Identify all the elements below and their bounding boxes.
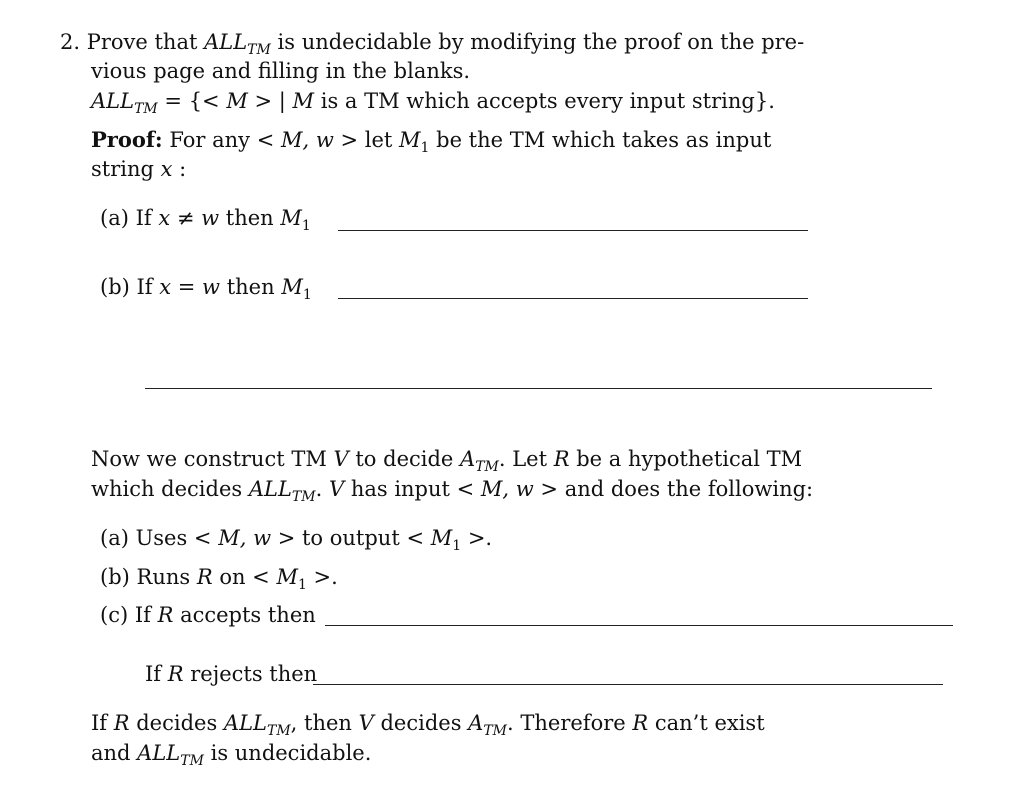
math-symbol: R <box>157 603 174 627</box>
subscript: 1 <box>452 538 462 554</box>
text-segment: If <box>91 711 114 735</box>
text-segment: Now we construct TM <box>91 447 334 471</box>
language-definition <box>91 88 775 122</box>
subscript: TM <box>483 723 508 739</box>
text-segment: is undecidable by modifying the proof on the pre- <box>270 30 805 54</box>
blank-extra[interactable] <box>145 388 932 389</box>
math-symbol: M <box>276 565 298 589</box>
math-symbol: R <box>632 711 649 735</box>
text-segment: decides <box>129 711 224 735</box>
math-symbol: ALL <box>137 741 181 765</box>
math-symbol: M, w <box>480 477 534 501</box>
text-segment: , then <box>290 711 359 735</box>
problem-statement-line-2 <box>91 58 470 84</box>
text-segment: be the TM which takes as input <box>429 128 772 152</box>
step-c-reject <box>145 661 317 687</box>
case-b <box>100 274 312 308</box>
proof-intro-line-2 <box>91 156 186 182</box>
subscript: 1 <box>302 287 312 303</box>
text-segment: accepts then <box>173 603 316 627</box>
subscript: 1 <box>301 218 311 234</box>
math-symbol: R <box>113 711 130 735</box>
math-symbol: w <box>201 206 220 230</box>
text-segment: > | <box>247 89 293 113</box>
text-segment: vious page and filling in the blanks. <box>91 59 471 83</box>
construction-line-1 <box>91 446 802 480</box>
text-segment: decides <box>373 711 469 735</box>
math-symbol: M <box>399 128 421 152</box>
text-segment: (a) If <box>100 206 159 230</box>
text-segment: string <box>91 157 161 181</box>
math-symbol: V <box>333 447 349 471</box>
text-segment: . <box>315 477 329 501</box>
text-segment: is undecidable. <box>203 741 372 765</box>
step-b <box>100 564 338 598</box>
text-segment: (a) Uses < <box>100 526 219 550</box>
text-segment: on < <box>212 565 277 589</box>
text-segment: : <box>172 157 187 181</box>
text-segment: (b) Runs <box>100 565 197 589</box>
text-segment: which decides <box>91 477 249 501</box>
math-symbol: ALL <box>204 30 248 54</box>
math-symbol: R <box>196 565 213 589</box>
proof-intro-line-1 <box>91 127 771 161</box>
text-segment: be a hypothetical TM <box>569 447 803 471</box>
text-segment: and <box>91 741 138 765</box>
step-a <box>100 525 492 559</box>
math-symbol: x <box>158 206 171 230</box>
text-segment: > let <box>333 128 400 152</box>
conclusion-line-2 <box>91 740 371 774</box>
text-segment: (c) If <box>100 603 158 627</box>
text-segment: 2. Prove that <box>60 30 205 54</box>
text-segment: then <box>220 275 282 299</box>
case-a <box>100 205 311 239</box>
text-segment: = <box>171 275 203 299</box>
text-segment: >. <box>306 565 338 589</box>
conclusion-line-1 <box>91 710 765 744</box>
math-symbol: x <box>160 157 173 181</box>
math-symbol: R <box>553 447 570 471</box>
subscript: TM <box>134 101 158 117</box>
text-segment: > to output < <box>271 526 431 550</box>
math-symbol: ALL <box>248 477 292 501</box>
math-symbol: M <box>292 89 315 113</box>
math-symbol: w <box>202 275 221 299</box>
math-symbol: x <box>159 275 172 299</box>
subscript: TM <box>247 42 271 58</box>
math-symbol: M, w <box>280 128 334 152</box>
construction-line-2 <box>91 476 813 510</box>
math-symbol: M <box>280 206 302 230</box>
subscript: TM <box>475 459 499 475</box>
subscript: TM <box>291 489 316 505</box>
text-segment: >. <box>461 526 493 550</box>
math-symbol: M, w <box>218 526 272 550</box>
math-symbol: ALL <box>223 711 267 735</box>
subscript: TM <box>266 723 291 739</box>
text-segment: . Therefore <box>507 711 633 735</box>
text-segment: For any < <box>162 128 281 152</box>
text-segment: has input < <box>344 477 481 501</box>
math-symbol: A <box>468 711 484 735</box>
text-segment: is a TM which accepts every input string}. <box>314 89 775 113</box>
math-symbol: M <box>430 526 453 550</box>
blank-case-b[interactable] <box>338 298 808 299</box>
math-symbol: R <box>167 662 184 686</box>
math-symbol: ALL <box>91 89 135 113</box>
text-segment: to decide <box>348 447 461 471</box>
blank-accept[interactable] <box>325 625 953 626</box>
math-symbol: A <box>460 447 476 471</box>
text-segment: > and does the following: <box>533 477 814 501</box>
math-symbol: V <box>358 711 374 735</box>
text-segment: rejects then <box>183 662 318 686</box>
subscript: 1 <box>420 140 430 156</box>
math-symbol: M <box>226 89 248 113</box>
text-segment: (b) If <box>100 275 160 299</box>
text-segment: then <box>219 206 281 230</box>
text-segment: can’t exist <box>648 711 765 735</box>
subscript: TM <box>180 753 204 769</box>
text-segment: Proof: <box>91 127 163 152</box>
text-segment: . Let <box>498 447 554 471</box>
math-symbol: M <box>281 275 303 299</box>
text-segment: If <box>145 662 168 686</box>
step-c-accept <box>100 602 316 628</box>
blank-reject[interactable] <box>313 684 943 685</box>
blank-case-a[interactable] <box>338 230 808 231</box>
subscript: 1 <box>297 577 307 593</box>
text-segment: = {< <box>157 89 227 113</box>
math-symbol: V <box>328 477 345 501</box>
text-segment: ≠ <box>170 206 202 230</box>
